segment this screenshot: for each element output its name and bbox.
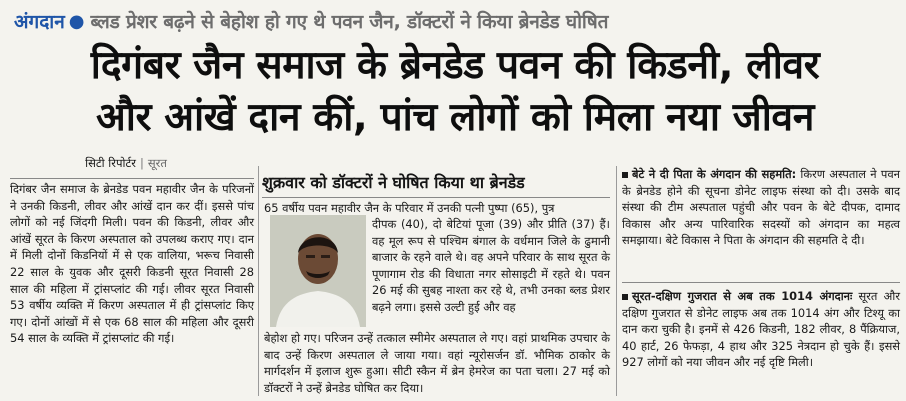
reporter-name: सिटी रिपोर्टर — [85, 156, 136, 170]
right-top-title: बेटे ने दी पिता के अंगदान की सहमति: — [632, 167, 797, 181]
middle-subheading: शुक्रवार को डॉक्टरों ने घोषित किया था ब्रेनडेड — [262, 173, 525, 192]
middle-bottom-text: बेहोश हो गए। परिजन उन्हें तत्काल स्मीमेर अस्पताल ले गए। वहां प्राथमिक उपचार के बाद उन्हें किरण अस्पताल ले जाया गया। वहां न्यूरोसर्जन डॉ. भौमिक ठाकोर के मार्गदर्शन में इलाज शुरू हुआ। सीटी स्कैन में ब्रेन हेमरेज का पता चला। 27 मई को डॉक्टरों ने उन्हें ब्रेनडेड घोषित कर दिया। — [264, 331, 610, 395]
byline-separator: | — [139, 156, 144, 170]
right-box-rule — [622, 282, 900, 283]
middle-top-text: 65 वर्षीय पवन महावीर जैन के परिवार में उनकी पत्नी पुष्पा (65), पुत्र — [264, 201, 555, 215]
right-bottom-title: सूरत-दक्षिण गुजरात से अब तक 1014 अंगदानः — [632, 289, 853, 303]
headline — [12, 40, 898, 144]
column-divider-right — [616, 166, 617, 396]
right-bottom-text: सूरत और दक्षिण गुजरात से डोनेट लाइफ अब तक 1014 अंग और टिश्यू का दान करा चुकी है। इनमें से 426 किडनी, 182 लीवर, 8 पैंक्रियाज, 40 हार्ट, 26 फेफड़ा, 4 हाथ और 325 नेत्रदान हो चुके हैं। इससे 927 लोगों को नया जीवन और नई दृष्टि मिली। — [622, 289, 900, 370]
headline-line-2: और आंखें दान कीं, पांच लोगों को मिला नया जीवन — [96, 95, 814, 140]
right-top-text: किरण अस्पताल ने पवन के ब्रेनडेड होने की सूचना डोनेट लाइफ संस्था को दी। उसके बाद संस्था की टीम अस्पताल पहुंची और पवन के बेटे दीपक, दामाद विकास और अन्य पारिवारिक सदस्यों को अंगदान का महत्व समझाया। बेटे विकास ने पिता के अंगदान की सहमति दे दी। — [622, 167, 900, 248]
middle-side-text: दीपक (40), दो बेटियां पूजा (39) और प्रीति (37) हैं। वह मूल रूप से पश्चिम बंगाल के वर्धमान जिले के ढुमानी बाजार के रहने वाले थे। वह अपने परिवार के साथ सूरत के पूणागाम रोड की विधाता नगर सोसाइटी में रहते थे। पवन 26 मई की सुबह नाश्ता कर रहे थे, तभी उनका ब्लड प्रेशर बढ़ने लगा। इससे उल्टी हुई और वह — [372, 217, 610, 314]
right-top-box — [622, 166, 900, 249]
square-bullet-icon — [622, 172, 628, 178]
column-divider-left — [258, 166, 259, 396]
byline — [0, 156, 252, 171]
headline-line-1: दिगंबर जैन समाज के ब्रेनडेड पवन की किडनी, लीवर — [90, 43, 820, 88]
kicker-subhead: ब्लड प्रेशर बढ़ने से बेहोश हो गए थे पवन जैन, डॉक्टरों ने किया ब्रेनडेड घोषित — [90, 11, 609, 33]
kicker-line — [14, 4, 898, 38]
person-portrait-image — [270, 215, 366, 327]
person-photo — [270, 215, 366, 327]
middle-subheading-rule — [262, 197, 610, 198]
section-tag: अंगदान — [14, 11, 65, 33]
city-name: सूरत — [147, 156, 167, 170]
square-bullet-icon — [622, 294, 628, 300]
bullet-dot-icon: ● — [68, 10, 85, 32]
byline-rule — [10, 178, 254, 179]
right-bottom-box — [622, 288, 900, 371]
left-column-text: दिगंबर जैन समाज के ब्रेनडेड पवन महावीर जैन के परिजनों ने उनकी किडनी, लीवर और आंखें दान कर दीं। इससे पांच लोगों को नई जिंदगी मिली। पवन की किडनी, लीवर और आंखें सूरत के किरण अस्पताल को उपलब्ध कराए गए। दान में मिली दोनों किडनियों में से एक वालिया, भरूच निवासी 22 साल के युवक और दूसरी किडनी सूरत निवासी 28 साल की महिला में ट्रांसप्लांट की गई। लीवर सूरत निवासी 53 वर्षीय व्यक्ति में किरण अस्पताल में ही ट्रांसप्लांट किए गए। दोनों आंखों में से एक 68 साल की महिला और दूसरी 54 साल के व्यक्ति में ट्रांसप्लांट की गई। — [10, 182, 254, 346]
